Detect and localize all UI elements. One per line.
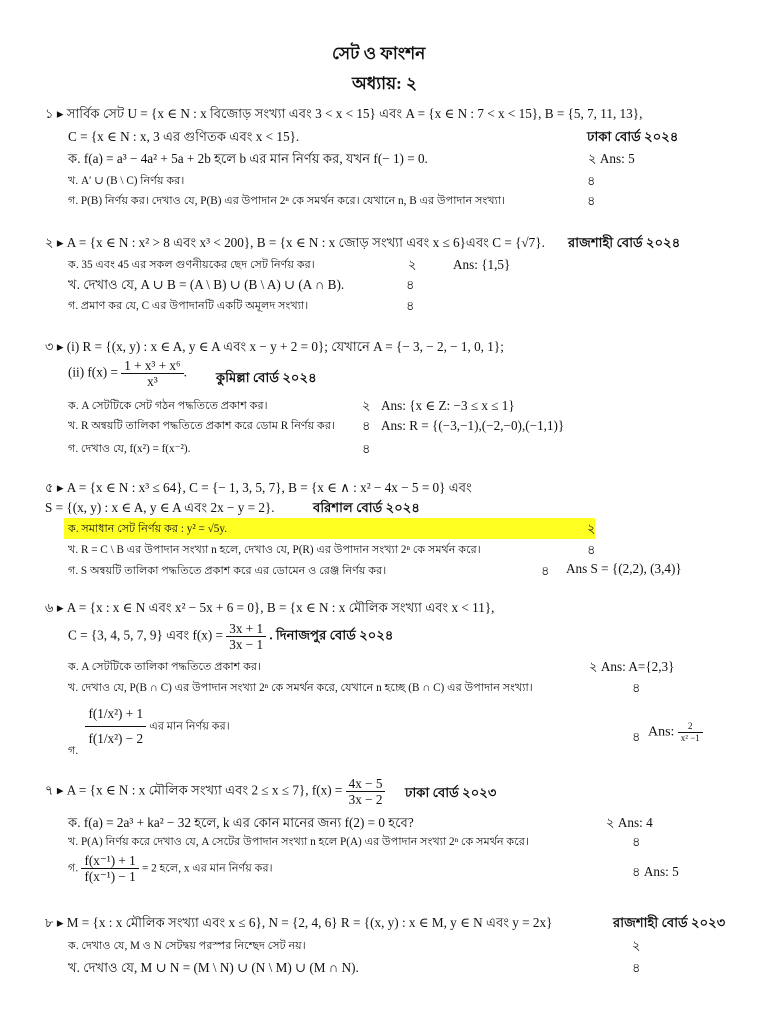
q6-part-c-answer-label: Ans: <box>648 724 675 740</box>
q3-function-label: (ii) f(x) = <box>68 364 118 380</box>
q6-part-c-answer-den: x² −1 <box>680 733 700 743</box>
q6-part-c-fraction <box>85 702 146 751</box>
q7-board: ঢাকা বোর্ড ২০২৩ <box>405 785 497 800</box>
q1-part-c-marks: ৪ <box>587 193 596 208</box>
q8-part-a: ক. দেখাও যে, M ও N সেটদ্বয় পরস্পর নিশ্ছেদ সেট নয়। <box>68 940 306 952</box>
q3-part-b: খ. R অন্বয়টি তালিকা পদ্ধতিতে প্রকাশ করে ডোম R নির্ণয় কর। <box>68 420 336 432</box>
q5-part-c-marks: ৪ <box>541 563 550 578</box>
page-title: সেট ও ফাংশন <box>332 44 426 63</box>
q3-part-a-answer: Ans: {x ∈ Z: −3 ≤ x ≤ 1} <box>381 398 515 413</box>
q6-function-label: C = {3, 4, 5, 7, 9} এবং f(x) = <box>68 627 223 643</box>
q3-part-a-marks: ২ <box>362 398 371 413</box>
q5-part-a-marks: ২ <box>587 521 596 536</box>
q5-part-b-marks: ৪ <box>587 542 596 557</box>
q8-part-b: খ. দেখাও যে, M ∪ N = (M \ N) ∪ (N \ M) ∪ (M ∩ N). <box>68 960 359 975</box>
q7-part-a: ক. f(a) = 2a³ + ka² − 32 হলে, k এর কোন মানের জন্য f(2) = 0 হবে? <box>68 815 414 830</box>
q7-part-b-marks: ৪ <box>632 834 641 849</box>
q6-function-fraction <box>226 621 266 652</box>
q3-stem-line1: ৩ ▸ (i) R = {(x, y) : x ∈ A, y ∈ A এবং x − y + 2 = 0}; যেখানে A = {− 3, − 2, − 1, 0, 1}; <box>45 339 504 354</box>
q7-part-c <box>68 853 273 884</box>
q3-stem-line2: (ii) f(x) = $\frac{\text{1 + x³ + x⁶}}{\text{x³}}$ . <box>68 358 187 389</box>
q2-part-b-marks: ৪ <box>406 277 415 292</box>
q6-part-c <box>68 702 230 757</box>
q3-function-numerator: 1 + x³ + x⁶ <box>121 358 183 374</box>
q3-part-c: গ. দেখাও যে, f(x²) = f(x⁻²). <box>68 443 191 455</box>
q5-part-a: ক. সমাধান সেট নির্ণয় কর : y² = √5y. <box>68 523 228 535</box>
q1-board: ঢাকা বোর্ড ২০২৪ <box>587 129 679 144</box>
q6-part-c-marks: ৪ <box>632 729 641 744</box>
q6-part-a-answer: ২ Ans: A={2,3} <box>589 659 675 674</box>
q3-part-c-marks: ৪ <box>362 441 371 456</box>
q8-part-a-marks: ২ <box>632 938 641 953</box>
q1-part-c: গ. P(B) নির্ণয় কর। দেখাও যে, P(B) এর উপাদান 2ⁿ কে সমর্থন করে। যেখানে n, B এর উপাদান সংখ্যা। <box>68 195 506 207</box>
q2-part-c-marks: ৪ <box>406 298 415 313</box>
q7-stem-text: ৭ ▸ A = {x ∈ N : x মৌলিক সংখ্যা এবং 2 ≤ x ≤ 7}, f(x) = <box>45 782 343 798</box>
q8-stem: ৮ ▸ M = {x : x মৌলিক সংখ্যা এবং x ≤ 6}, N = {2, 4, 6} R = {(x, y) : x ∈ M, y ∈ N এবং y = 2x} <box>45 915 553 930</box>
q6-part-c-top: f(1/x²) + 1 <box>85 702 146 727</box>
q6-stem-line2 <box>68 621 393 652</box>
q3-part-b-answer: Ans: R = {(−3,−1),(−2,−0),(−1,1)} <box>381 418 565 433</box>
q8-board: রাজশাহী বোর্ড ২০২৩ <box>613 915 726 930</box>
q6-function-denominator: 3x − 1 <box>229 637 264 652</box>
q6-part-b: খ. দেখাও যে, P(B ∩ C) এর উপাদান সংখ্যা 2ⁿ কে সমর্থন করে, যেখানে n হচ্ছে (B ∩ C) এর উপাদান সংখ্যা। <box>68 682 533 694</box>
q7-function-numerator: 4x − 5 <box>346 776 386 792</box>
q2-stem: ২ ▸ A = {x ∈ N : x² > 8 এবং x³ < 200}, B = {x ∈ N : x জোড় সংখ্যা এবং x ≤ 6}এবং C = {√7}. <box>45 235 545 250</box>
q7-part-a-answer: ২ Ans: 4 <box>606 815 653 830</box>
q1-stem-line2: C = {x ∈ N : x, 3 এর গুণিতক এবং x < 15}. <box>68 129 300 144</box>
q7-function-denominator: 3x − 2 <box>348 792 383 807</box>
q3-part-b-marks: ৪ <box>362 418 371 433</box>
q7-part-c-suffix: = 2 হলে, x এর মান নির্ণয় কর। <box>142 862 273 875</box>
q6-part-c-suffix: এর মান নির্ণয় কর। <box>149 720 230 733</box>
q2-part-a: ক. 35 এবং 45 এর সকল গুণনীয়কের ছেদ সেট নির্ণয় কর। <box>68 259 315 271</box>
q1-part-a: ক. f(a) = a³ − 4a² + 5a + 2b হলে b এর মান নির্ণয় কর, যখন f(− 1) = 0. <box>68 151 428 166</box>
q3-function-denominator: x³ <box>147 374 158 389</box>
q7-stem <box>45 776 385 807</box>
q7-part-c-denominator: f(x⁻¹) − 1 <box>84 869 136 884</box>
q6-stem-line1: ৬ ▸ A = {x : x ∈ N এবং x² − 5x + 6 = 0}, B = {x ∈ N : x মৌলিক সংখ্যা এবং x < 11}, <box>45 600 495 615</box>
q2-part-c: গ. প্রমাণ কর যে, C এর উপাদানটি একটি অমূলদ সংখ্যা। <box>68 300 309 312</box>
q6-part-c-prefix: গ. <box>68 744 79 757</box>
q1-stem-line1: ১ ▸ সার্বিক সেট U = {x ∈ N : x বিজোড় সংখ্যা এবং 3 < x < 15} এবং A = {x ∈ N : 7 < x < 15}, B = {5, 7, 11, 13}, <box>45 106 643 121</box>
q3-part-a: ক. A সেটটিকে সেট গঠন পদ্ধতিতে প্রকাশ কর। <box>68 400 268 412</box>
q5-stem-line1: ৫ ▸ A = {x ∈ N : x³ ≤ 64}, C = {− 1, 3, 5, 7}, B = {x ∈ ∧ : x² − 4x − 5 = 0} এবং <box>45 480 472 495</box>
q6-function-numerator: 3x + 1 <box>226 621 266 637</box>
q7-part-c-numerator: f(x⁻¹) + 1 <box>81 853 138 869</box>
q7-part-c-fraction <box>81 853 138 884</box>
chapter-heading: অধ্যায়: ২ <box>352 74 418 93</box>
q5-part-c-answer: Ans S = {(2,2), (3,4)} <box>566 561 682 576</box>
q6-board: . দিনাজপুর বোর্ড ২০২৪ <box>269 627 394 643</box>
q6-part-c-answer <box>648 721 703 744</box>
q7-part-b: খ. P(A) নির্ণয় করে দেখাও যে, A সেটের উপাদান সংখ্যা n হলে P(A) এর উপাদান সংখ্যা 2ⁿ কে সমর্থন করে। <box>68 836 529 848</box>
q8-part-b-marks: ৪ <box>632 960 641 975</box>
q3-board: কুমিল্লা বোর্ড ২০২৪ <box>216 370 317 385</box>
q2-part-a-marks: ২ <box>408 257 417 272</box>
q2-part-a-answer: Ans: {1,5} <box>453 257 511 272</box>
q3-function-fraction <box>121 358 183 389</box>
q6-part-a: ক. A সেটটিকে তালিকা পদ্ধতিতে প্রকাশ কর। <box>68 661 262 673</box>
q6-part-c-bottom: f(1/x²) − 2 <box>88 731 144 746</box>
q5-part-b: খ. R = C \ B এর উপাদান সংখ্যা n হলে, দেখাও যে, P(R) এর উপাদান সংখ্যা 2ⁿ কে সমর্থন করে। <box>68 544 481 556</box>
q6-part-b-marks: ৪ <box>632 680 641 695</box>
q5-stem-line2: S = {(x, y) : x ∈ A, y ∈ A এবং 2x − y = 2}. <box>45 500 275 515</box>
q1-part-b: খ. A′ ∪ (B \ C) নির্ণয় কর। <box>68 175 185 187</box>
q7-part-c-answer: ৪ Ans: 5 <box>632 864 679 879</box>
q7-function-fraction <box>346 776 386 807</box>
q1-part-b-marks: ৪ <box>587 173 596 188</box>
q6-part-c-answer-fraction <box>678 721 703 744</box>
q2-part-b: খ. দেখাও যে, A ∪ B = (A \ B) ∪ (B \ A) ∪ (A ∩ B). <box>68 277 345 292</box>
q1-part-a-answer: ২ Ans: 5 <box>588 151 635 166</box>
q7-part-c-prefix: গ. <box>68 862 79 875</box>
q5-board: বরিশাল বোর্ড ২০২৪ <box>313 500 420 515</box>
q2-board: রাজশাহী বোর্ড ২০২৪ <box>568 235 681 250</box>
q6-part-c-answer-num: 2 <box>678 721 703 733</box>
q5-part-c: গ. S অন্বয়টি তালিকা পদ্ধতিতে প্রকাশ করে এর ডোমেন ও রেঞ্জ নির্ণয় কর। <box>68 565 387 577</box>
